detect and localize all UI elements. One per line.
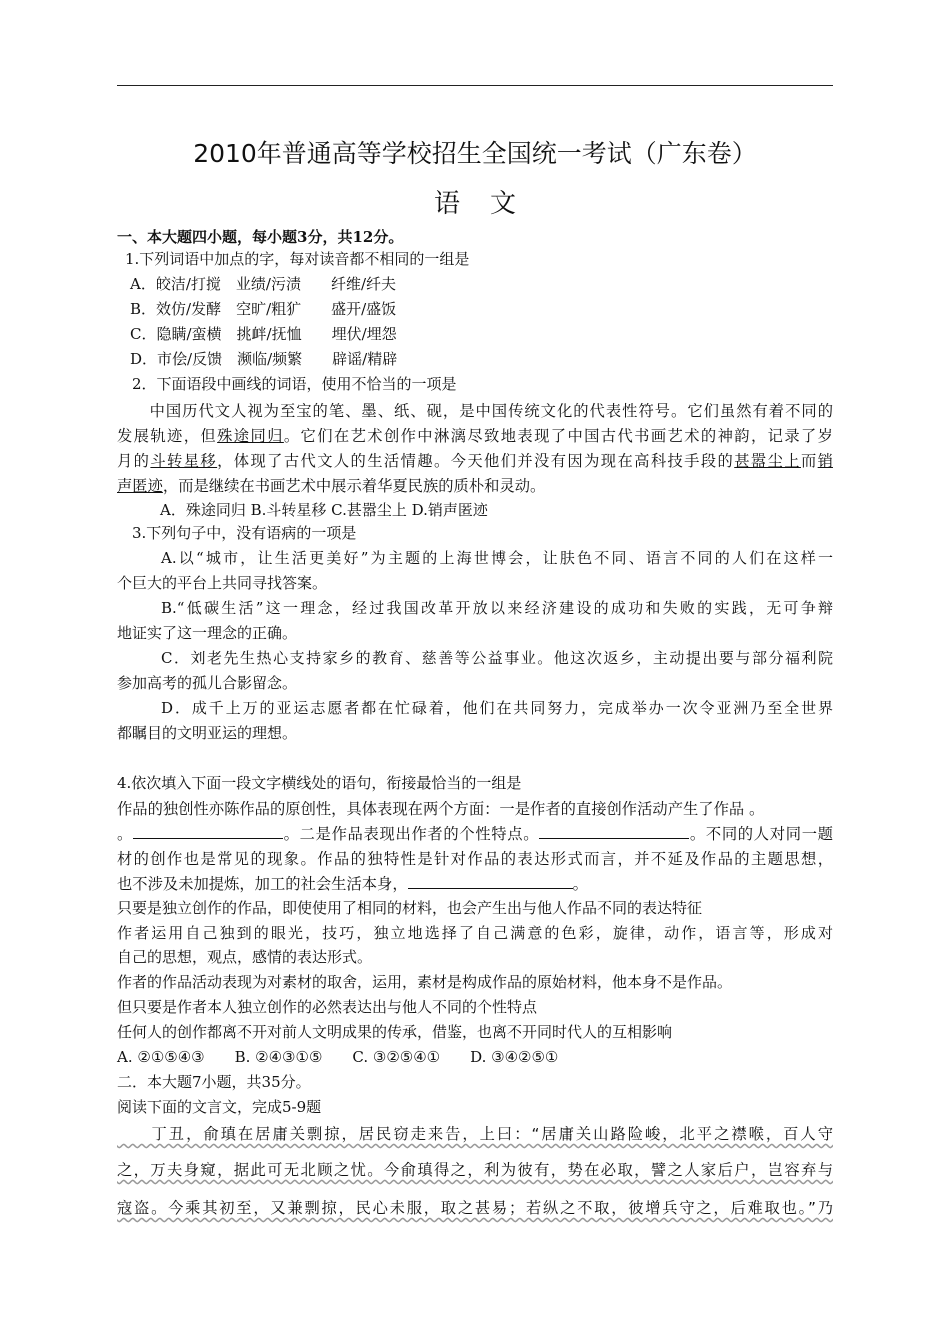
- q1-option-d: D．市侩/反馈 濒临/频繁 辟谣/精辟: [130, 350, 398, 368]
- text: 而: [800, 452, 818, 470]
- text: 丁丑，俞瑱在居庸关剽掠，居民窃走来告，上曰：“居庸关山路险峻，北平之襟喉，百人守: [117, 1125, 833, 1143]
- text: ，而是继续在书画艺术中展示着华夏民族的质朴和灵动。: [162, 477, 546, 495]
- q1-option-c: C．隐瞒/蛮横 挑衅/抚恤 埋伏/埋怨: [130, 325, 397, 343]
- text: 中国历代文人视为至宝的笔、墨、纸、砚，是中国传统文化的代表性符号。它们虽然有着不同的: [117, 402, 833, 420]
- q3-option-c-line2: 参加高考的孤儿合影留念。: [117, 674, 298, 692]
- classical-line2: [117, 1160, 833, 1180]
- q4-passage-line1: 作品的独创性亦陈作品的原创性，具体表现在两个方面：一是作者的直接创作活动产生了作品 。: [117, 800, 765, 818]
- q3-option-b-line2: 地证实了这一理念的正确。: [117, 624, 298, 642]
- q2-stem: 2．下面语段中画线的词语，使用不恰当的一项是: [132, 375, 457, 393]
- header-rule: [117, 85, 833, 86]
- text: 。二是作品表现出作者的个性特点。: [282, 825, 540, 843]
- underlined-term: 声匿迹: [117, 477, 163, 495]
- text: 月的: [117, 452, 151, 470]
- q4-choice-4: 但只要是作者本人独立创作的必然表达出与他人不同的个性特点: [117, 998, 538, 1016]
- q2-passage-line: [117, 476, 833, 496]
- q3-stem: 3.下列句子中，没有语病的一项是: [132, 524, 357, 542]
- q1-option-b: B．效仿/发酵 空旷/粗犷 盛开/盛饭: [130, 300, 397, 318]
- underlined-term: 殊途同归: [217, 427, 284, 445]
- reading-instruction: 阅读下面的文言文，完成5-9题: [117, 1098, 322, 1116]
- underlined-term: 销: [817, 452, 833, 470]
- q3-option-d-line1: D．成千上万的亚运志愿者都在忙碌着，他们在共同努力，完成举办一次令亚洲乃至全世界: [161, 699, 833, 717]
- text: 。不同的人对同一题: [689, 825, 833, 843]
- q2-options: A．殊途同归 B.斗转星移 C.甚嚣尘上 D.销声匿迹: [160, 501, 488, 519]
- text: 之，万夫身窥，据此可无北顾之忧。今俞瑱得之，利为彼有，势在必取，譬之人家后户，岂容弃与: [117, 1161, 833, 1179]
- q4-choice-2-line1: 作者运用自己独到的眼光，技巧，独立地选择了自己满意的色彩，旋律，动作，语言等，形成对: [117, 924, 833, 942]
- classical-line3: [117, 1198, 833, 1218]
- q4-passage-line3: 材的创作也是常见的现象。作品的独特性是针对作品的表达形式而言，并不延及作品的主题思想，: [117, 850, 833, 868]
- underlined-term: 甚嚣尘上: [734, 452, 801, 470]
- q3-option-a-line2: 个巨大的平台上共同寻找答案。: [117, 574, 328, 592]
- q3-option-a-line1: A.以“城市，让生活更美好”为主题的上海世博会，让肤色不同、语言不同的人们在这样一: [161, 549, 833, 567]
- q1-option-a: A．皎洁/打搅 业绩/污渍 纤维/纤夫: [130, 275, 396, 293]
- text: 。它们在艺术创作中淋漓尽致地表现了中国古代书画艺术的神韵，记录了岁: [283, 427, 833, 445]
- text: 寇盗。今乘其初至，又兼剽掠，民心未服，取之甚易；若纵之不取，彼增兵守之，后难取也。”乃: [117, 1199, 833, 1217]
- section2-header: 二．本大题7小题，共35分。: [117, 1073, 311, 1091]
- q3-option-b-line1: B.“低碳生活”这一理念，经过我国改革开放以来经济建设的成功和失败的实践，无可争辩: [161, 599, 833, 617]
- text: 。: [572, 875, 588, 893]
- q1-stem: 1.下列词语中加点的字，每对读音都不相同的一组是: [125, 250, 470, 268]
- text: ，体现了古代文人的生活情趣。今天他们并没有因为现在高科技手段的: [217, 452, 735, 470]
- q2-passage-line: [117, 426, 833, 446]
- blank-1: [133, 824, 283, 839]
- exam-title: 2010年普通高等学校招生全国统一考试（广东卷）: [193, 139, 757, 168]
- q4-choice-2-line2: 自己的思想，观点，感情的表达形式。: [117, 948, 373, 966]
- text: 发展轨迹，但: [117, 427, 218, 445]
- q4-stem: 4.依次填入下面一段文字横线处的语句，衔接最恰当的一组是: [117, 774, 522, 792]
- q2-passage-line: [117, 451, 833, 471]
- text: 。: [117, 825, 133, 843]
- blank-2: [539, 824, 689, 839]
- q4-answers: A. ②①⑤④③ B. ②④③①⑤ C. ③②⑤④① D. ③④②⑤①: [117, 1048, 559, 1066]
- q4-choice-1: 只要是独立创作的作品，即使使用了相同的材料，也会产生出与他人作品不同的表达特征: [117, 899, 703, 917]
- q3-option-d-line2: 都瞩目的文明亚运的理想。: [117, 724, 298, 742]
- q4-choice-5: 任何人的创作都离不开对前人文明成果的传承，借鉴，也离不开同时代人的互相影响: [117, 1023, 673, 1041]
- q4-passage-line2: [117, 824, 833, 844]
- q4-choice-3: 作者的作品活动表现为对素材的取舍，运用，素材是构成作品的原始材料，他本身不是作品。: [117, 973, 733, 991]
- q4-passage-line4: [117, 874, 833, 894]
- blank-3: [408, 874, 573, 889]
- q3-option-c-line1: C．刘老先生热心支持家乡的教育、慈善等公益事业。他这次返乡，主动提出要与部分福利院: [161, 649, 833, 667]
- q2-passage-line: [117, 401, 833, 421]
- text: 也不涉及未加提炼，加工的社会生活本身，: [117, 875, 408, 893]
- section1-header: 一、本大题四小题，每小题3分，共12分。: [117, 228, 404, 246]
- classical-line1: [117, 1124, 833, 1144]
- underlined-term: 斗转星移: [150, 452, 218, 470]
- subject-title: 语文: [433, 189, 546, 219]
